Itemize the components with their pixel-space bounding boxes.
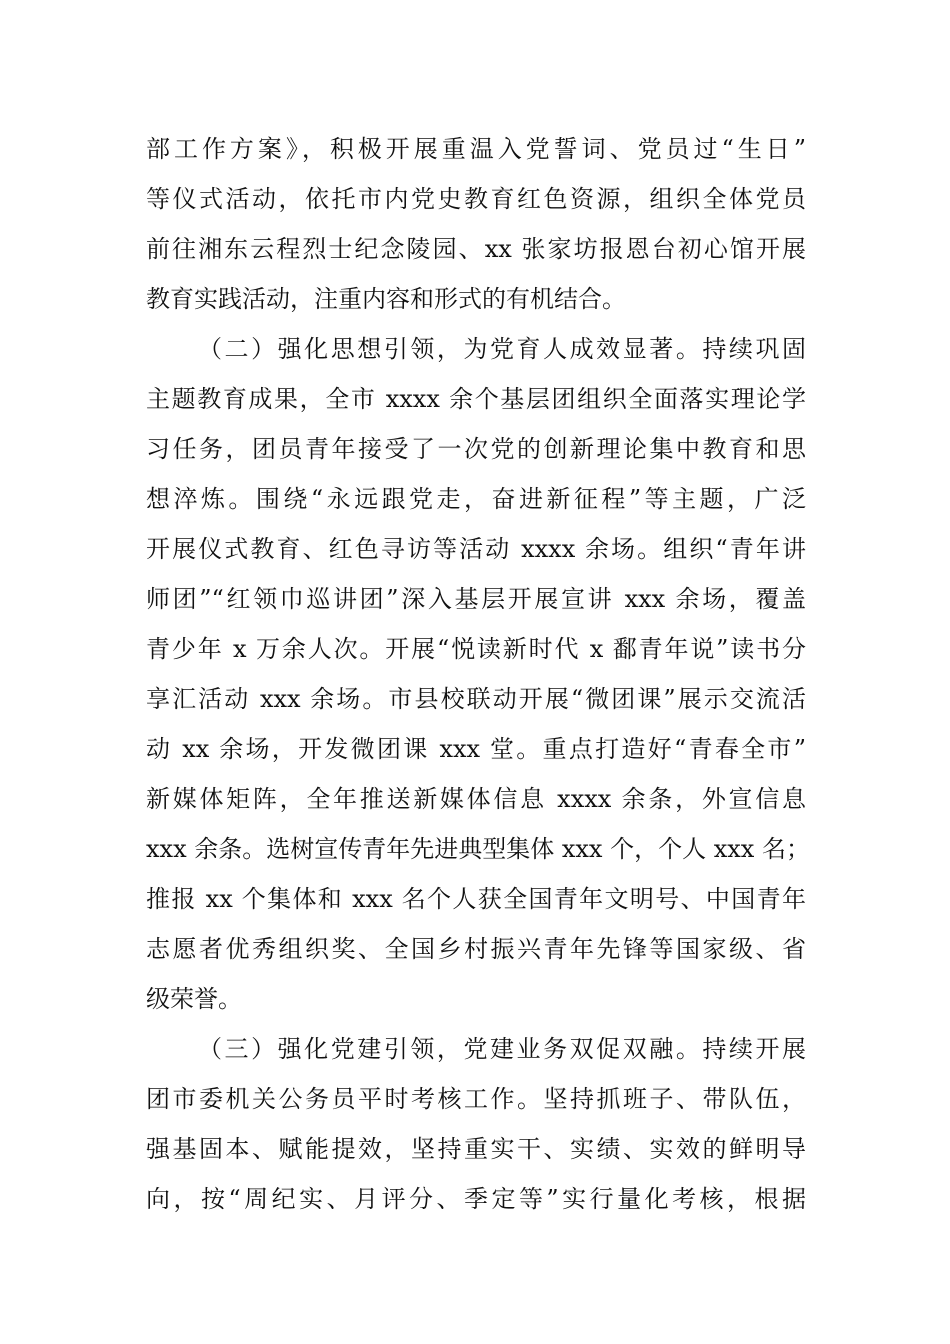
text-line: 想淬炼。围绕“永远跟党走，奋进新征程”等主题，广泛 (146, 485, 806, 513)
text-line: 习任务，团员青年接受了一次党的创新理论集中教育和思 (146, 435, 806, 463)
document-body (146, 124, 810, 1224)
text-line: 新媒体矩阵，全年推送新媒体信息 xxxx 余条，外宣信息 (146, 785, 806, 813)
text-line: 动 xx 余场，开发微团课 xxx 堂。重点打造好“青春全市” (146, 735, 806, 763)
paragraph-section-three (146, 1024, 806, 1224)
text-line: 开展仪式教育、红色寻访等活动 xxxx 余场。组织“青年讲 (146, 535, 806, 563)
text-line: 等仪式活动，依托市内党史教育红色资源，组织全体党员 (146, 185, 806, 213)
text-line: 主题教育成果，全市 xxxx 余个基层团组织全面落实理论学 (146, 385, 806, 413)
text-line: 级荣誉。 (146, 985, 242, 1013)
text-line: 教育实践活动，注重内容和形式的有机结合。 (146, 285, 626, 313)
text-line: 团市委机关公务员平时考核工作。坚持抓班子、带队伍， (146, 1085, 806, 1113)
text-line: 青少年 x 万余人次。开展“悦读新时代 x 鄱青年说”读书分 (146, 635, 806, 663)
text-line: xxx 余条。选树宣传青年先进典型集体 xxx 个，个人 xxx 名； (146, 835, 810, 863)
paragraph-section-two (146, 324, 810, 1024)
text-line: 享汇活动 xxx 余场。市县校联动开展“微团课”展示交流活 (146, 685, 806, 713)
text-line: 向，按“周纪实、月评分、季定等”实行量化考核，根据 (146, 1185, 806, 1213)
paragraph-continued (146, 124, 806, 324)
text-line: 推报 xx 个集体和 xxx 名个人获全国青年文明号、中国青年 (146, 885, 806, 913)
text-line: 前往湘东云程烈士纪念陵园、xx 张家坊报恩台初心馆开展 (146, 235, 806, 263)
text-line: 志愿者优秀组织奖、全国乡村振兴青年先锋等国家级、省 (146, 935, 806, 963)
text-line: 强基固本、赋能提效，坚持重实干、实绩、实效的鲜明导 (146, 1135, 806, 1163)
text-line: 师团”“红领巾巡讲团”深入基层开展宣讲 xxx 余场，覆盖 (146, 585, 806, 613)
text-line: （二）强化思想引领，为党育人成效显著。持续巩固 (198, 335, 806, 363)
text-line: 部工作方案》，积极开展重温入党誓词、党员过“生日” (146, 135, 806, 163)
text-line: （三）强化党建引领，党建业务双促双融。持续开展 (198, 1035, 806, 1063)
